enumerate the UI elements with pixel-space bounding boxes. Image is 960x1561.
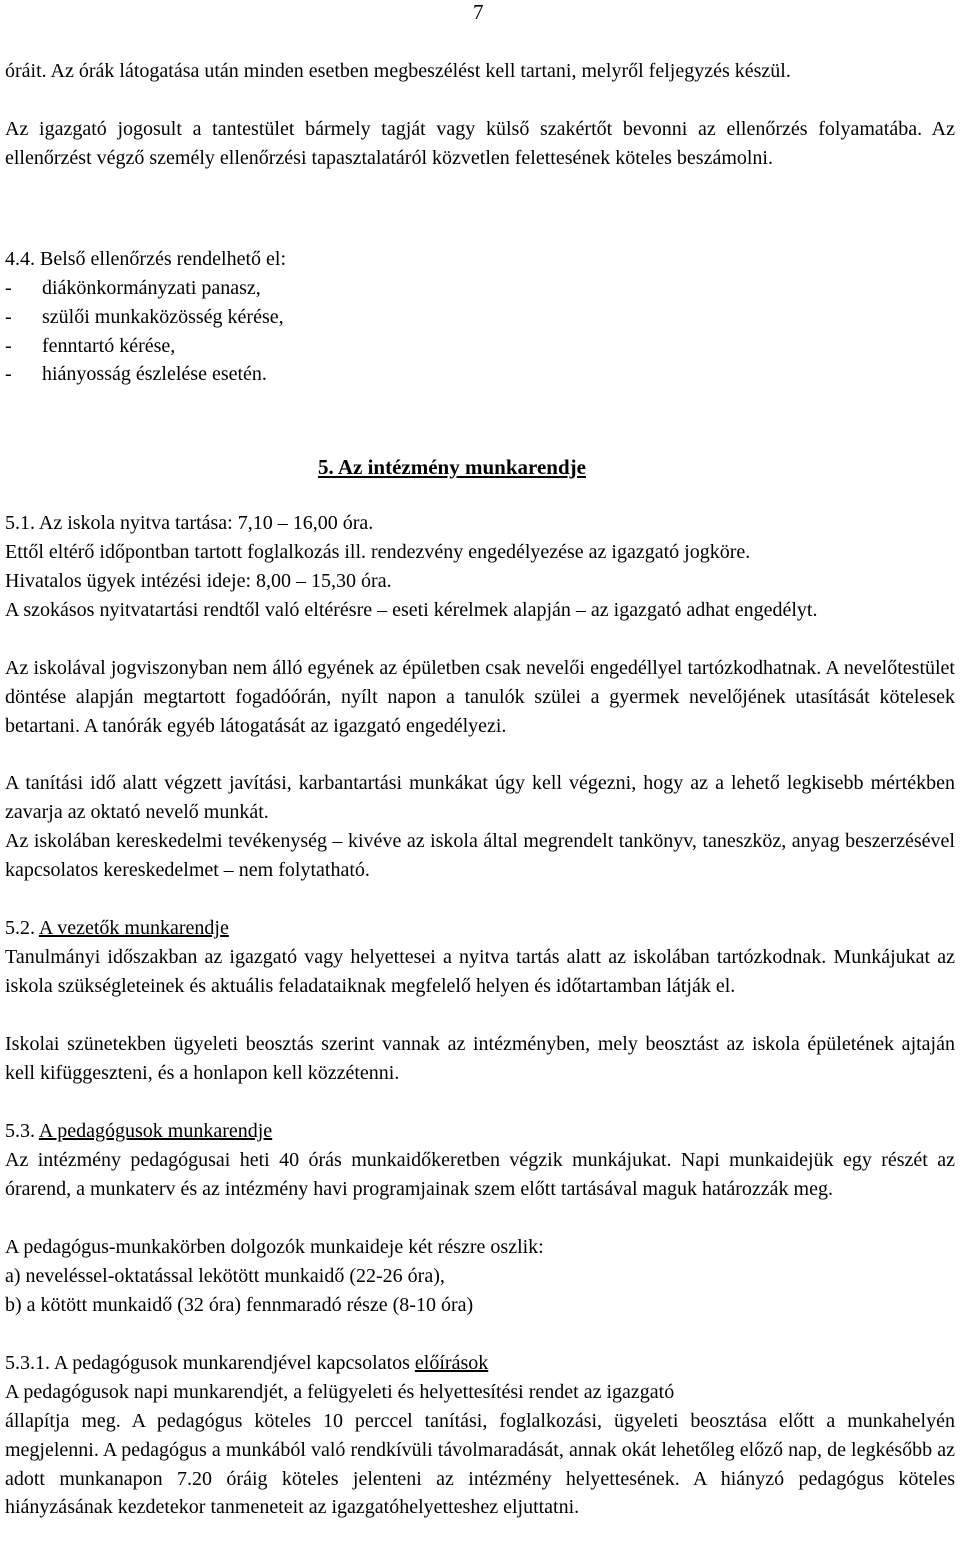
- section-4-4-title: 4.4. Belső ellenőrzés rendelhető el:: [5, 248, 287, 270]
- paragraph-worktime-split: A pedagógus-munkakörben dolgozók munkaideje két részre oszlik:: [5, 1236, 544, 1258]
- paragraph-daily-schedule-line: A pedagógusok napi munkarendjét, a felügyeleti és helyettesítési rendet az igazgató: [5, 1381, 675, 1403]
- paragraph-office-hours: Hivatalos ügyek intézési ideje: 8,00 – 15,30 óra.: [5, 570, 392, 592]
- paragraph-teacher-hours: Az intézmény pedagógusai heti 40 órás munkaidőkeretben végzik munkájukat. Napi munkaidejük egy részét az órarend, a munkaterv és az intézmény havi programjainak szem előtt tartásával maguk határozzák meg.: [5, 1149, 955, 1200]
- paragraph-visitors: Az iskolával jogviszonyban nem álló egyének az épületben csak nevelői engedéllyel tartózkodhatnak. A nevelőtestület döntése alapján megtartott fogadóórán, nyílt napon a tanulók szülei a gyermek nevelőjének utasítását kötelesek betartani. A tanórák egyéb látogatását az igazgató engedélyezi.: [5, 657, 955, 737]
- paragraph-holiday-duty: Iskolai szünetekben ügyeleti beosztás szerint vannak az intézményben, mely beosztást az iskola épületének ajtaján kell kifüggeszteni, és a honlapon kell közzétenni.: [5, 1033, 955, 1084]
- page-number: 7: [473, 0, 484, 24]
- list-dash: -: [5, 277, 12, 299]
- paragraph-leaders-hours: Tanulmányi időszakban az igazgató vagy helyettesei a nyitva tartás alatt az iskolában tartózkodnak. Munkájukat az iskola szükségleteinek és aktuális feladataiknak megfelelő helyen és időtartamban látják el.: [5, 946, 955, 997]
- paragraph-exceptions: Ettől eltérő időpontban tartott foglalkozás ill. rendezvény engedélyezése az igazgató jogköre.: [5, 541, 751, 563]
- section-5-3-title: 5.3. A pedagógusok munkarendje: [5, 1120, 273, 1142]
- section-5-heading: 5. Az intézmény munkarendje: [318, 455, 586, 479]
- section-5-3-1-title: 5.3.1. A pedagógusok munkarendjével kapcsolatos előírások: [5, 1352, 489, 1374]
- paragraph-maintenance: A tanítási idő alatt végzett javítási, karbantartási munkákat úgy kell végezni, hogy az a lehető legkisebb mértékben zavarja az oktató nevelő munkát.: [5, 772, 955, 823]
- paragraph-daily-schedule: állapítja meg. A pedagógus köteles 10 perccel tanítási, foglalkozási, ügyeleti beosztása előtt a munkahelyén megjelenni. A pedagógus a munkából való rendkívüli távolmaradását, annak okát lehetőleg előző nap, de legkésőbb az adott munkanapon 7.20 óráig köteles jelenteni az intézmény helyettesének. A hiányzó pedagógus köteles hiányzásának kezdetekor tanmeneteit az igazgatóhelyetteshez eljuttatni.: [5, 1410, 955, 1519]
- paragraph-worktime-b: b) a kötött munkaidő (32 óra) fennmaradó része (8-10 óra): [5, 1294, 474, 1316]
- paragraph-director-rights: Az igazgató jogosult a tantestület bármely tagját vagy külső szakértőt bevonni az ellenőrzés folyamatába. Az ellenőrzést végző személy ellenőrzési tapasztalatáról közvetlen felettesének köteles beszámolni.: [5, 118, 955, 169]
- list-item: - szülői munkaközösség kérése,: [5, 303, 905, 332]
- list-dash: -: [5, 334, 12, 357]
- section-5-1-title: 5.1. Az iskola nyitva tartása: 7,10 – 16,00 óra.: [5, 512, 374, 534]
- list-dash: -: [5, 305, 12, 328]
- list-item: - fenntartó kérése,: [5, 332, 905, 361]
- list-item: - hiányosság észlelése esetén.: [5, 360, 905, 389]
- paragraph-commerce: Az iskolában kereskedelmi tevékenység – kivéve az iskola által megrendelt tankönyv, taneszköz, anyag beszerzésével kapcsolatos kereskedelmet – nem folytatható.: [5, 830, 955, 881]
- list-dash: -: [5, 363, 12, 386]
- paragraph-observation-notes: óráit. Az órák látogatása után minden esetben megbeszélést kell tartani, melyről feljegyzés készül.: [5, 60, 791, 82]
- section-5-2-title: 5.2. A vezetők munkarendje: [5, 917, 229, 939]
- paragraph-worktime-a: a) neveléssel-oktatással lekötött munkaidő (22-26 óra),: [5, 1265, 445, 1287]
- section-4-4-list: [5, 274, 905, 389]
- paragraph-opening-deviation: A szokásos nyitvatartási rendtől való eltérésre – eseti kérelmek alapján – az igazgató adhat engedélyt.: [5, 599, 818, 621]
- list-item: - diákönkormányzati panasz,: [5, 274, 905, 303]
